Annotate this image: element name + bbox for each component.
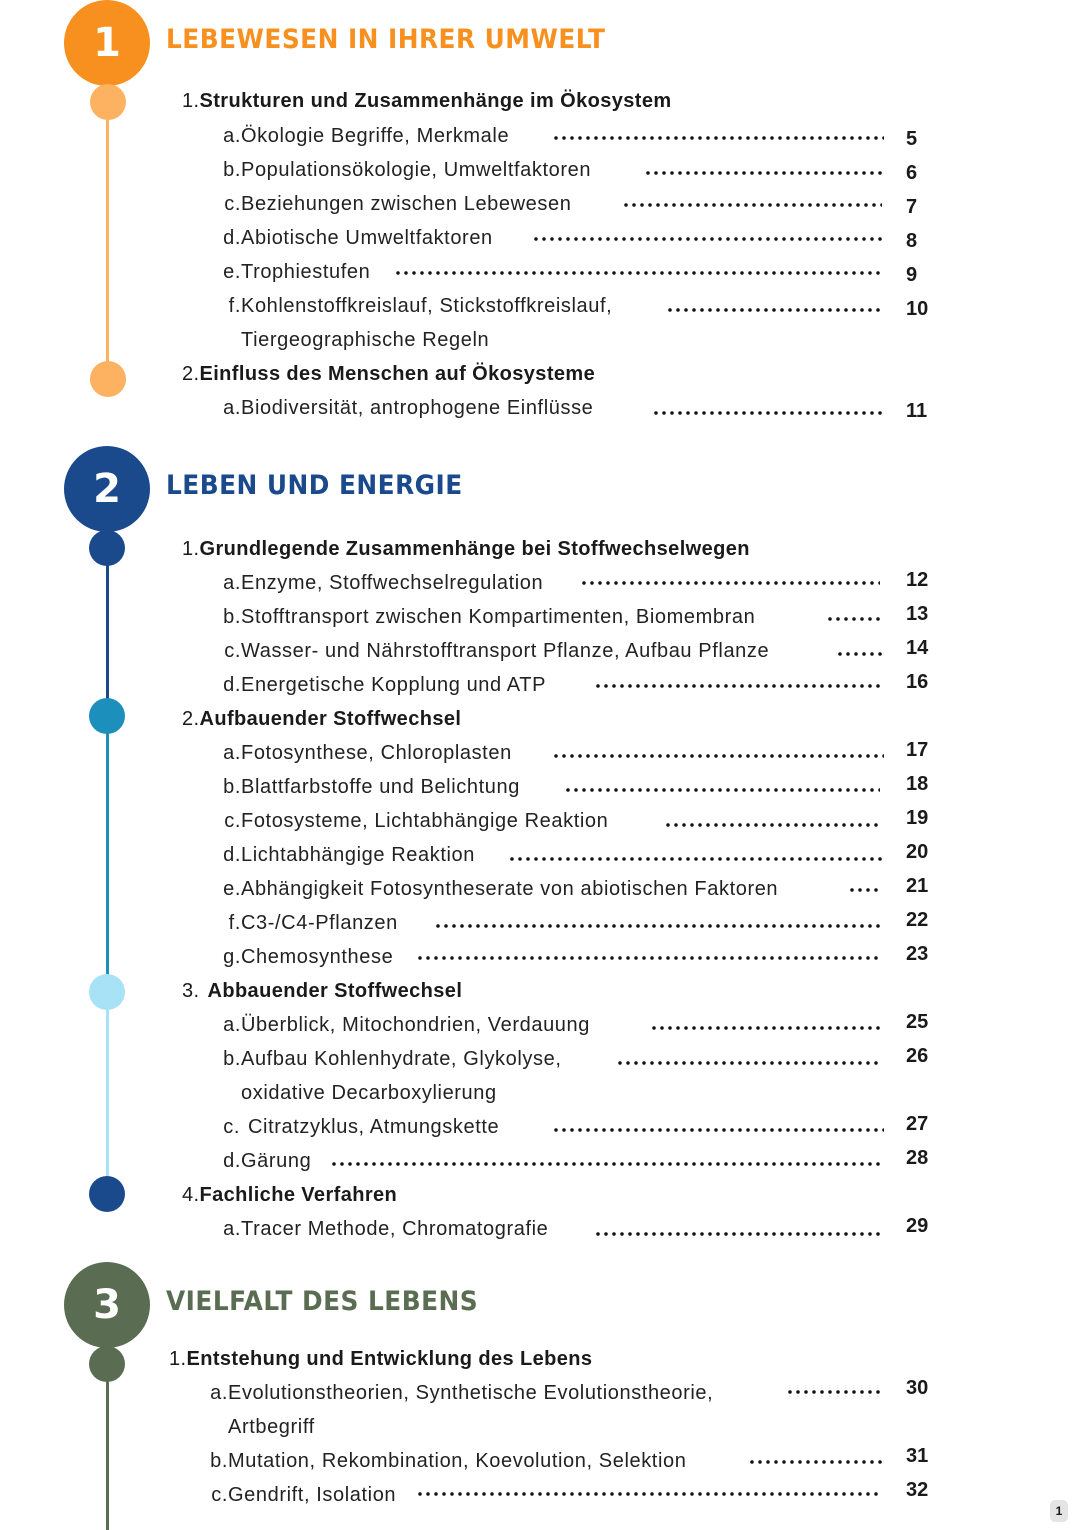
page-number[interactable]: 19 — [906, 807, 929, 829]
item-letter: b. — [210, 1450, 228, 1472]
section-dot-3-1 — [89, 1346, 125, 1382]
leader-dots — [848, 888, 880, 892]
section-title: Aufbauender Stoffwechsel — [199, 708, 462, 730]
section-title: Einfluss des Menschen auf Ökosysteme — [199, 363, 596, 385]
leader-dots — [616, 1061, 882, 1065]
section-number: 1. — [182, 538, 200, 560]
item-letter: c. — [224, 193, 241, 215]
leader-dots — [836, 652, 884, 656]
leader-dots — [552, 754, 884, 758]
section-number: 1. — [169, 1348, 187, 1370]
item-letter: a. — [223, 742, 241, 764]
page-number[interactable]: 30 — [906, 1377, 929, 1399]
item-text: Fotosynthese, Chloroplasten — [241, 742, 512, 764]
timeline-line-3 — [106, 1364, 109, 1530]
toc-item[interactable] — [223, 776, 520, 799]
chapter-2-circle: 2 — [64, 446, 150, 532]
item-text: C3-/C4-Pflanzen — [241, 912, 398, 934]
timeline-line-2a — [106, 548, 109, 716]
item-continuation: Tiergeographische Regeln — [241, 329, 490, 351]
toc-item[interactable] — [223, 159, 592, 182]
section-heading — [182, 538, 750, 561]
page-number[interactable]: 23 — [906, 943, 929, 965]
page-number[interactable]: 16 — [906, 671, 929, 693]
leader-dots — [748, 1460, 884, 1464]
leader-dots — [416, 956, 882, 960]
toc-item[interactable] — [223, 1218, 549, 1241]
item-text: Trophiestufen — [241, 261, 371, 283]
item-text: Evolutionstheorien, Synthetische Evolutionstheorie, — [228, 1382, 714, 1404]
leader-dots — [786, 1390, 882, 1394]
item-letter: c. — [211, 1484, 228, 1506]
page-number-badge: 1 — [1050, 1500, 1068, 1522]
leader-dots — [532, 237, 882, 241]
item-continuation: Artbegriff — [228, 1416, 315, 1438]
item-letter: e. — [223, 261, 241, 283]
page-number[interactable]: 26 — [906, 1045, 929, 1067]
section-heading — [182, 980, 462, 1003]
toc-item[interactable] — [211, 1484, 397, 1507]
item-text: Abhängigkeit Fotosyntheserate von abiotischen Faktoren — [241, 878, 779, 900]
chapter-3-title: VIELFALT DES LEBENS — [166, 1286, 479, 1317]
item-letter: f. — [228, 295, 241, 317]
toc-item[interactable] — [223, 742, 512, 765]
item-letter: b. — [223, 776, 241, 798]
item-text: Ökologie Begriffe, Merkmale — [241, 125, 510, 147]
item-text: Aufbau Kohlenhydrate, Glykolyse, — [241, 1048, 562, 1070]
toc-item[interactable] — [223, 1150, 312, 1173]
item-text: Populationsökologie, Umweltfaktoren — [241, 159, 592, 181]
leader-dots — [580, 581, 880, 585]
section-number: 1. — [182, 90, 200, 112]
item-text: Tracer Methode, Chromatografie — [241, 1218, 549, 1240]
item-letter: c. — [224, 810, 241, 832]
toc-item[interactable] — [223, 1116, 500, 1139]
section-heading — [182, 708, 461, 731]
toc-item[interactable] — [228, 295, 613, 318]
item-letter: d. — [223, 674, 241, 696]
item-text: Wasser- und Nährstofftransport Pflanze, Aufbau Pflanze — [241, 640, 770, 662]
toc-item[interactable] — [223, 125, 510, 148]
section-title: Fachliche Verfahren — [199, 1184, 398, 1206]
section-title: Entstehung und Entwicklung des Lebens — [186, 1348, 593, 1370]
toc-item[interactable] — [223, 1014, 590, 1037]
section-number: 2. — [182, 363, 200, 385]
page-number[interactable]: 21 — [906, 875, 929, 897]
leader-dots — [594, 684, 884, 688]
page-number[interactable]: 6 — [906, 162, 918, 184]
toc-item[interactable] — [224, 193, 572, 216]
section-heading — [182, 363, 595, 386]
leader-dots — [552, 1128, 884, 1132]
item-text: Enzyme, Stoffwechselregulation — [241, 572, 544, 594]
chapter-3-circle: 3 — [64, 1262, 150, 1348]
item-text: Gärung — [241, 1150, 312, 1172]
toc-item[interactable] — [223, 946, 394, 969]
page-number[interactable]: 22 — [906, 909, 929, 931]
leader-dots — [650, 1026, 884, 1030]
chapter-1-title: LEBEWESEN IN IHRER UMWELT — [166, 24, 606, 55]
page-number[interactable]: 32 — [906, 1479, 929, 1501]
section-number: 4. — [182, 1184, 200, 1206]
leader-dots — [330, 1162, 882, 1166]
item-text: Gendrift, Isolation — [228, 1484, 397, 1506]
item-letter: d. — [223, 1150, 241, 1172]
section-dot-2-4 — [89, 1176, 125, 1212]
item-text: Beziehungen zwischen Lebewesen — [241, 193, 572, 215]
section-number: 3. — [182, 980, 200, 1002]
toc-item[interactable] — [223, 878, 779, 901]
leader-dots — [416, 1492, 882, 1496]
chapter-2-title: LEBEN UND ENERGIE — [166, 470, 463, 501]
leader-dots — [564, 788, 880, 792]
item-letter: a. — [223, 397, 241, 419]
toc-item[interactable] — [210, 1382, 714, 1405]
leader-dots — [434, 924, 882, 928]
item-text: Kohlenstoffkreislauf, Stickstoffkreislauf, — [241, 295, 613, 317]
toc-item[interactable] — [224, 640, 770, 663]
item-letter: a. — [223, 572, 241, 594]
item-text: Fotosysteme, Lichtabhängige Reaktion — [241, 810, 609, 832]
section-dot-2-2 — [89, 698, 125, 734]
page-number[interactable]: 8 — [906, 230, 918, 252]
page-number[interactable]: 5 — [906, 128, 918, 150]
item-letter: c. — [223, 1116, 240, 1138]
item-text: Citratzyklus, Atmungskette — [248, 1116, 500, 1138]
chapter-1-circle: 1 — [64, 0, 150, 86]
toc-item[interactable] — [228, 912, 398, 935]
section-dot-1-1 — [90, 84, 126, 120]
page-number[interactable]: 27 — [906, 1113, 929, 1135]
toc-item[interactable] — [223, 1048, 562, 1071]
section-number: 2. — [182, 708, 200, 730]
toc-item[interactable] — [210, 1450, 687, 1473]
section-dot-1-2 — [90, 361, 126, 397]
page-number[interactable]: 25 — [906, 1011, 929, 1033]
section-title: Grundlegende Zusammenhänge bei Stoffwechselwegen — [199, 538, 750, 560]
item-letter: b. — [223, 1048, 241, 1070]
section-dot-2-3 — [89, 974, 125, 1010]
leader-dots — [508, 857, 882, 861]
item-letter: a. — [223, 125, 241, 147]
item-text: Chemosynthese — [241, 946, 394, 968]
page-number[interactable]: 31 — [906, 1445, 929, 1467]
item-letter: a. — [223, 1014, 241, 1036]
toc-item[interactable] — [223, 227, 493, 250]
timeline-line-2b — [106, 716, 109, 992]
item-letter: g. — [223, 946, 241, 968]
item-text: Überblick, Mitochondrien, Verdauung — [241, 1014, 590, 1036]
leader-dots — [644, 171, 884, 175]
page-number[interactable]: 29 — [906, 1215, 929, 1237]
page-number[interactable]: 11 — [906, 400, 928, 422]
section-heading — [182, 1184, 397, 1207]
item-text: Abiotische Umweltfaktoren — [241, 227, 493, 249]
item-letter: b. — [223, 606, 241, 628]
toc-item[interactable] — [223, 606, 756, 629]
toc-item[interactable] — [223, 844, 475, 867]
item-letter: a. — [223, 1218, 241, 1240]
item-text: Blattfarbstoffe und Belichtung — [241, 776, 520, 798]
leader-dots — [594, 1232, 884, 1236]
item-text: Lichtabhängige Reaktion — [241, 844, 475, 866]
page-number[interactable]: 9 — [906, 264, 918, 286]
page-number[interactable]: 13 — [906, 603, 929, 625]
item-text: Energetische Kopplung und ATP — [241, 674, 547, 696]
item-text: Mutation, Rekombination, Koevolution, Selektion — [228, 1450, 687, 1472]
item-letter: d. — [223, 844, 241, 866]
toc-item[interactable] — [223, 572, 544, 595]
item-text: Stofftransport zwischen Kompartimenten, Biomembran — [241, 606, 756, 628]
item-letter: e. — [223, 878, 241, 900]
toc-item[interactable] — [224, 810, 609, 833]
page-number[interactable]: 20 — [906, 841, 929, 863]
item-letter: f. — [228, 912, 241, 934]
item-continuation: oxidative Decarboxylierung — [241, 1082, 497, 1104]
item-letter: d. — [223, 227, 241, 249]
page-number[interactable]: 7 — [906, 196, 918, 218]
leader-dots — [394, 271, 882, 275]
leader-dots — [666, 308, 884, 312]
section-title: Strukturen und Zusammenhänge im Ökosystem — [199, 90, 672, 112]
item-text: Biodiversität, antrophogene Einflüsse — [241, 397, 594, 419]
leader-dots — [552, 136, 884, 140]
toc-item[interactable] — [223, 397, 594, 420]
page-number[interactable]: 10 — [906, 298, 929, 320]
timeline-line-2c — [106, 992, 109, 1194]
leader-dots — [664, 823, 882, 827]
page-number[interactable]: 28 — [906, 1147, 929, 1169]
item-letter: a. — [210, 1382, 228, 1404]
page-number[interactable]: 18 — [906, 773, 929, 795]
page-number[interactable]: 14 — [906, 637, 929, 659]
section-heading — [182, 90, 672, 113]
section-heading — [169, 1348, 592, 1371]
page-number[interactable]: 17 — [906, 739, 929, 761]
leader-dots — [622, 203, 882, 207]
item-letter: b. — [223, 159, 241, 181]
toc-item[interactable] — [223, 674, 547, 697]
item-letter: c. — [224, 640, 241, 662]
page-number[interactable]: 12 — [906, 569, 929, 591]
toc-item[interactable] — [223, 261, 371, 284]
section-dot-2-1 — [89, 530, 125, 566]
leader-dots — [652, 411, 884, 415]
timeline-line-1 — [106, 100, 109, 380]
section-title: Abbauender Stoffwechsel — [207, 980, 463, 1002]
leader-dots — [826, 617, 880, 621]
